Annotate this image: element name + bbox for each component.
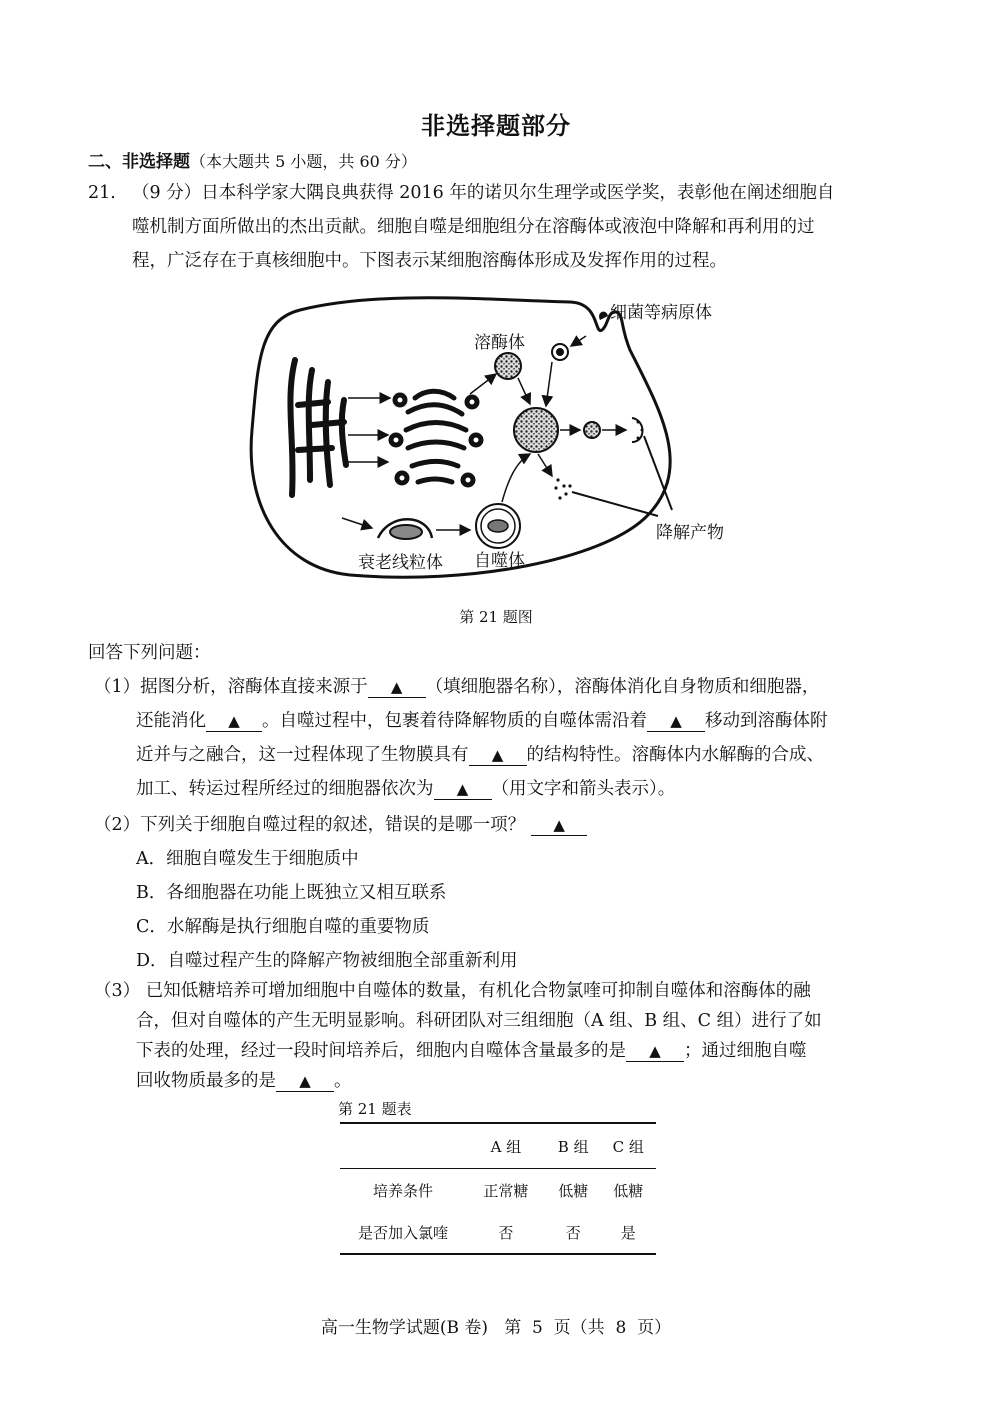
q1-text-2: （填细胞器名称），溶酶体消化自身物质和细胞器， xyxy=(425,677,820,697)
table-header-cell: C 组 xyxy=(601,1123,656,1169)
q1-text-5: 移动到溶酶体附 xyxy=(705,711,828,731)
section-note: （本大题共 5 小题，共 60 分） xyxy=(190,152,417,171)
table-row xyxy=(340,1211,656,1254)
intro-line-3: 程，广泛存在于真核细胞中。下图表示某细胞溶酶体形成及发挥作用的过程。 xyxy=(132,251,727,271)
table-caption: 第 21 题表 xyxy=(338,1100,412,1118)
page-title: 非选择题部分 xyxy=(421,112,571,140)
question-number: 21. xyxy=(88,183,116,203)
golgi-apparatus xyxy=(391,391,481,485)
q1-line-2 xyxy=(136,704,828,738)
q3-line-1: （3） 已知低糖培养可增加细胞中自噬体的数量，有机化合物氯喹可抑制自噬体和溶酶体的融 xyxy=(94,981,811,1001)
q3-line-4 xyxy=(136,1064,352,1098)
q2-option-a[interactable]: A．细胞自噬发生于细胞质中 xyxy=(136,849,359,869)
q2-option-c[interactable]: C．水解酶是执行细胞自噬的重要物质 xyxy=(136,917,430,937)
label-mitochondrion: 衰老线粒体 xyxy=(358,553,443,573)
q3-text-3b: ；通过细胞自噬 xyxy=(684,1041,807,1061)
table-header-row xyxy=(340,1123,656,1169)
intro-line-2: 噬机制方面所做出的杰出贡献。细胞自噬是细胞组分在溶酶体或液泡中降解和再利用的过 xyxy=(132,217,815,237)
q3-line-3 xyxy=(136,1034,807,1068)
scattered-products xyxy=(554,478,571,499)
treatment-table xyxy=(340,1122,656,1255)
label-products: 降解产物 xyxy=(656,523,724,543)
q2-stem xyxy=(94,808,587,842)
q1-text-9: （用文字和箭头表示）。 xyxy=(491,779,676,799)
table-header-cell: A 组 xyxy=(466,1123,546,1169)
table-header-cell xyxy=(340,1123,466,1169)
answer-blank[interactable]: ▲ xyxy=(531,815,587,836)
answer-blank[interactable]: ▲ xyxy=(434,779,492,800)
q3-text-4a: 回收物质最多的是 xyxy=(136,1071,276,1091)
q1-line-1 xyxy=(94,670,819,704)
section-heading xyxy=(88,147,417,172)
q3-text-3a: 下表的处理，经过一段时间培养后，细胞内自噬体含量最多的是 xyxy=(136,1041,626,1061)
table-header-cell: B 组 xyxy=(546,1123,601,1169)
table-cell: 是 xyxy=(620,1223,636,1242)
table-cell: 培养条件 xyxy=(372,1181,433,1200)
answer-blank[interactable]: ▲ xyxy=(626,1041,684,1062)
table-cell: 低糖 xyxy=(613,1181,644,1200)
residual-body xyxy=(584,422,600,438)
q1-line-4 xyxy=(136,772,675,806)
answer-blank[interactable]: ▲ xyxy=(647,711,705,732)
table-cell: 否 xyxy=(498,1223,514,1242)
answer-blank[interactable]: ▲ xyxy=(368,677,426,698)
q1-line-3 xyxy=(136,738,824,772)
q1-text-7: 的结构特性。溶酶体内水解酶的合成、 xyxy=(526,745,824,765)
q1-text-6: 近并与之融合，这一过程体现了生物膜具有 xyxy=(136,745,469,765)
page-footer: 高一生物学试题(B 卷) 第 5 页（共 8 页） xyxy=(320,1318,672,1338)
table-cell: 低糖 xyxy=(558,1181,589,1200)
secondary-lysosome xyxy=(514,408,558,452)
table-cell: 否 xyxy=(565,1223,581,1242)
table-cell: 是否加入氯喹 xyxy=(357,1223,448,1242)
q3-text-4b: 。 xyxy=(334,1071,352,1091)
lysosome xyxy=(495,353,521,379)
intro-line-1: （9 分）日本科学家大隅良典获得 2016 年的诺贝尔生理学或医学奖，表彰他在阐述细胞自 xyxy=(132,183,835,203)
q1-text-3: 还能消化 xyxy=(136,711,206,731)
label-autophagosome: 自噬体 xyxy=(474,551,525,571)
q2-option-b[interactable]: B．各细胞器在功能上既独立又相互联系 xyxy=(136,883,447,903)
golgi-lysosome-arrow xyxy=(470,374,496,394)
cell-membrane xyxy=(251,298,670,577)
answer-prompt: 回答下列问题： xyxy=(88,643,211,663)
autophagy-figure xyxy=(240,290,760,590)
q2-stem-text: （2）下列关于细胞自噬过程的叙述，错误的是哪一项？ xyxy=(94,815,526,835)
q3-line-2: 合，但对自噬体的产生无明显影响。科研团队对三组细胞（A 组、B 组、C 组）进行了如 xyxy=(136,1011,822,1031)
answer-blank[interactable]: ▲ xyxy=(469,745,527,766)
label-bacteria: 细菌等病原体 xyxy=(610,303,712,323)
q2-option-d[interactable]: D．自噬过程产生的降解产物被细胞全部重新利用 xyxy=(136,951,518,971)
table-row xyxy=(340,1169,656,1212)
figure-caption: 第 21 题图 xyxy=(459,608,533,626)
label-lysosome: 溶酶体 xyxy=(474,333,525,353)
section-heading-text: 二、非选择题 xyxy=(88,152,190,172)
q1-text-1: （1）据图分析，溶酶体直接来源于 xyxy=(94,677,368,697)
answer-blank[interactable]: ▲ xyxy=(276,1071,334,1092)
endoplasmic-reticulum xyxy=(290,360,346,495)
table-cell: 正常糖 xyxy=(483,1181,529,1200)
answer-blank[interactable]: ▲ xyxy=(206,711,262,732)
q1-text-8: 加工、转运过程所经过的细胞器依次为 xyxy=(136,779,434,799)
q1-text-4: 。自噬过程中，包裹着待降解物质的自噬体需沿着 xyxy=(262,711,647,731)
